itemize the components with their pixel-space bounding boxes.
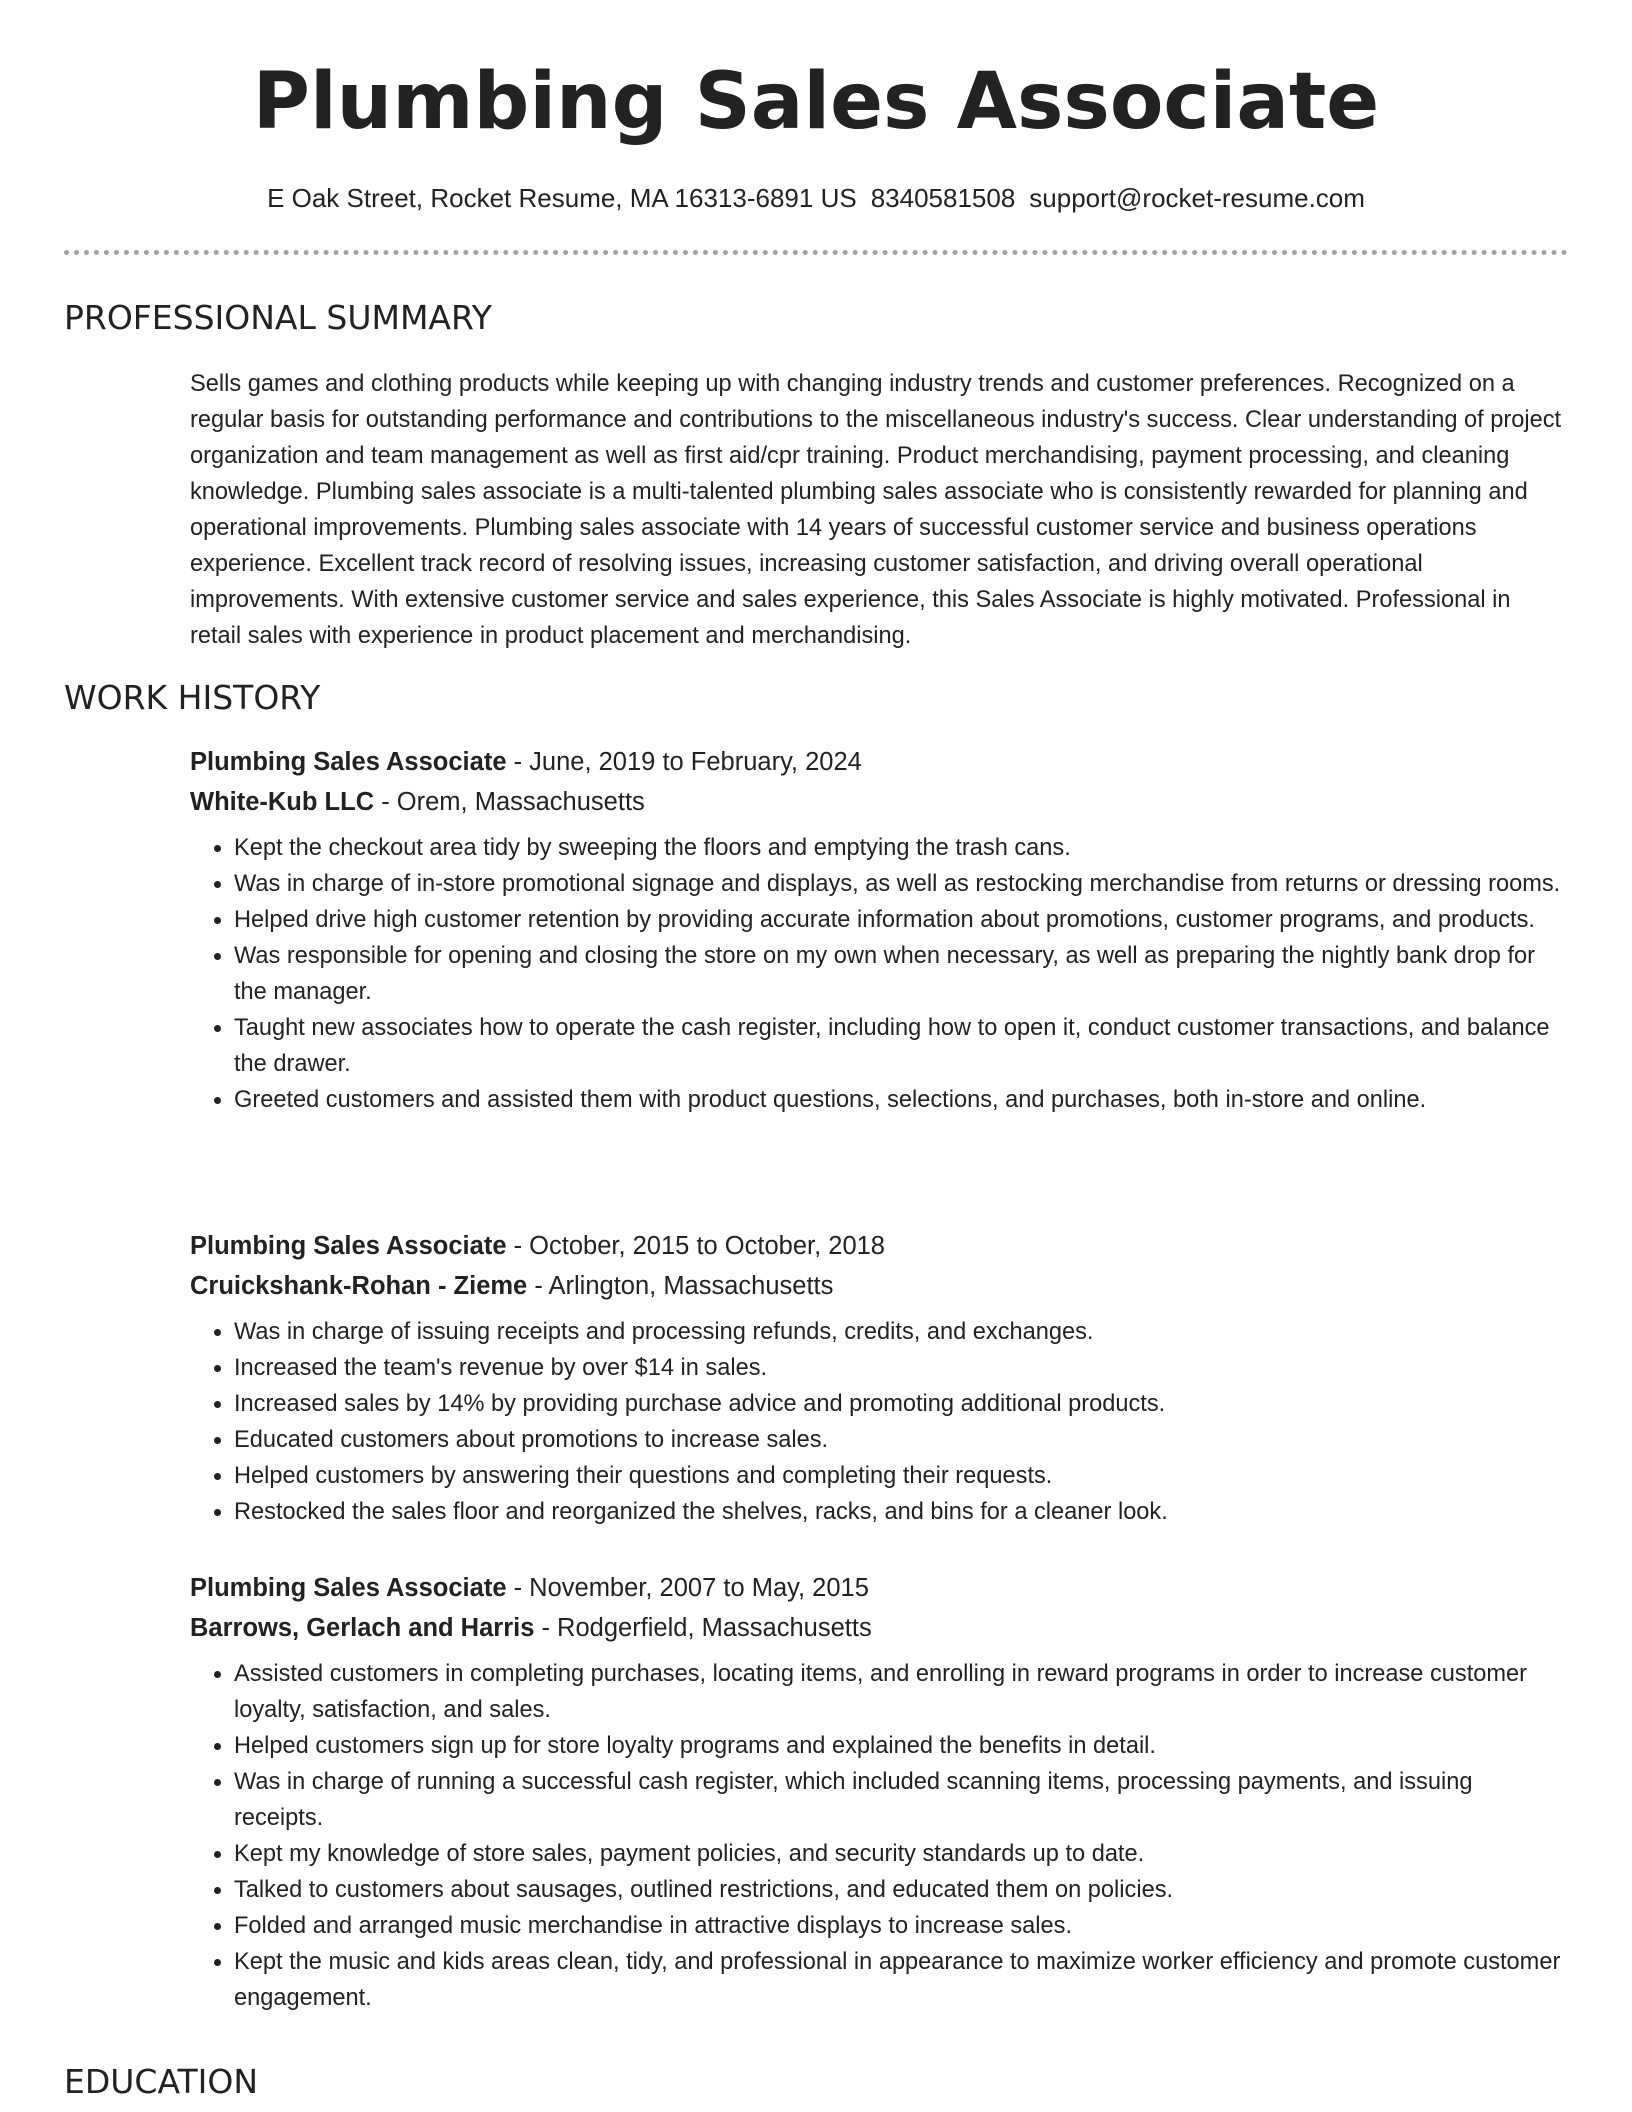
job-company-line <box>190 1266 1568 1306</box>
section-heading-summary: PROFESSIONAL SUMMARY <box>64 298 492 337</box>
job-title: Plumbing Sales Associate <box>190 1574 507 1602</box>
job-bullet: • Was responsible for opening and closing the store on my own when necessary, as well as preparing the nightly bank drop for the manager. <box>234 938 1568 1010</box>
job-bullet: • Talked to customers about sausages, outlined restrictions, and educated them on policies. <box>234 1872 1568 1908</box>
contact-phone: 8340581508 <box>870 183 1016 213</box>
job-bullet: • Greeted customers and assisted them with product questions, selections, and purchases, both in-store and online. <box>234 1082 1568 1118</box>
contact-email: support@rocket-resume.com <box>1029 183 1365 213</box>
job-company: Barrows, Gerlach and Harris <box>190 1614 535 1642</box>
job-bullet: • Folded and arranged music merchandise in attractive displays to increase sales. <box>234 1908 1568 1944</box>
section-heading-education: EDUCATION <box>64 2062 259 2101</box>
job-bullet-list <box>190 1314 1568 1530</box>
job-location: - Arlington, Massachusetts <box>527 1272 834 1300</box>
job-entry <box>190 1568 1568 2016</box>
job-bullet: • Helped drive high customer retention by providing accurate information about promotions, customer programs, and products. <box>234 902 1568 938</box>
job-bullet: • Kept my knowledge of store sales, payment policies, and security standards up to date. <box>234 1836 1568 1872</box>
job-company-line <box>190 782 1568 822</box>
job-bullet: • Was in charge of issuing receipts and processing refunds, credits, and exchanges. <box>234 1314 1568 1350</box>
contact-line <box>0 180 1632 216</box>
job-entry <box>190 742 1568 1118</box>
job-bullet: • Assisted customers in completing purchases, locating items, and enrolling in reward programs in order to increase customer loyalty, satisfaction, and sales. <box>234 1656 1568 1728</box>
summary-paragraph: Sells games and clothing products while keeping up with changing industry trends and customer preferences. Recognized on a regular basis for outstanding performance and contributions to the miscellaneous industry's success. Clear understanding of project organization and team management as well as first aid/cpr training. Product merchandising, payment processing, and cleaning knowledge. Plumbing sales associate is a multi-talented plumbing sales associate who is consistently rewarded for planning and operational improvements. Plumbing sales associate with 14 years of successful customer service and business operations experience. Excellent track record of resolving issues, increasing customer satisfaction, and driving overall operational improvements. With extensive customer service and sales experience, this Sales Associate is highly motivated. Professional in retail sales with experience in product placement and merchandising. <box>190 371 1562 649</box>
job-bullet-list <box>190 830 1568 1118</box>
job-bullet: • Helped customers sign up for store loyalty programs and explained the benefits in detail. <box>234 1728 1568 1764</box>
job-location: - Rodgerfield, Massachusetts <box>534 1614 872 1642</box>
header-divider <box>64 250 1568 255</box>
job-bullet: • Educated customers about promotions to increase sales. <box>234 1422 1568 1458</box>
job-dates: - October, 2015 to October, 2018 <box>506 1232 885 1260</box>
section-heading-work-history: WORK HISTORY <box>64 678 321 717</box>
job-title-line <box>190 1568 1568 1608</box>
job-bullet: • Was in charge of running a successful cash register, which included scanning items, processing payments, and issuing receipts. <box>234 1764 1568 1836</box>
contact-address: E Oak Street, Rocket Resume, MA 16313-6891 US <box>267 183 857 213</box>
job-title: Plumbing Sales Associate <box>190 748 507 776</box>
job-bullet: • Kept the checkout area tidy by sweeping the floors and emptying the trash cans. <box>234 830 1568 866</box>
job-company-line <box>190 1608 1568 1648</box>
job-title: Plumbing Sales Associate <box>190 1232 507 1260</box>
job-bullet: • Increased sales by 14% by providing purchase advice and promoting additional products. <box>234 1386 1568 1422</box>
job-bullet: • Kept the music and kids areas clean, tidy, and professional in appearance to maximize worker efficiency and promote customer engagement. <box>234 1944 1568 2016</box>
job-entry <box>190 1226 1568 1530</box>
job-bullet: • Was in charge of in-store promotional signage and displays, as well as restocking merchandise from returns or dressing rooms. <box>234 866 1568 902</box>
resume-name-heading: Plumbing Sales Associate <box>252 57 1380 147</box>
job-bullet: • Helped customers by answering their questions and completing their requests. <box>234 1458 1568 1494</box>
job-bullet: • Increased the team's revenue by over $14 in sales. <box>234 1350 1568 1386</box>
job-title-line <box>190 1226 1568 1266</box>
job-bullet: • Restocked the sales floor and reorganized the shelves, racks, and bins for a cleaner look. <box>234 1494 1568 1530</box>
job-bullet-list <box>190 1656 1568 2016</box>
job-company: White-Kub LLC <box>190 788 375 816</box>
job-dates: - November, 2007 to May, 2015 <box>506 1574 869 1602</box>
job-dates: - June, 2019 to February, 2024 <box>506 748 862 776</box>
job-company: Cruickshank-Rohan - Zieme <box>190 1272 528 1300</box>
job-bullet: • Taught new associates how to operate the cash register, including how to open it, conduct customer transactions, and balance the drawer. <box>234 1010 1568 1082</box>
job-title-line <box>190 742 1568 782</box>
job-location: - Orem, Massachusetts <box>374 788 645 816</box>
